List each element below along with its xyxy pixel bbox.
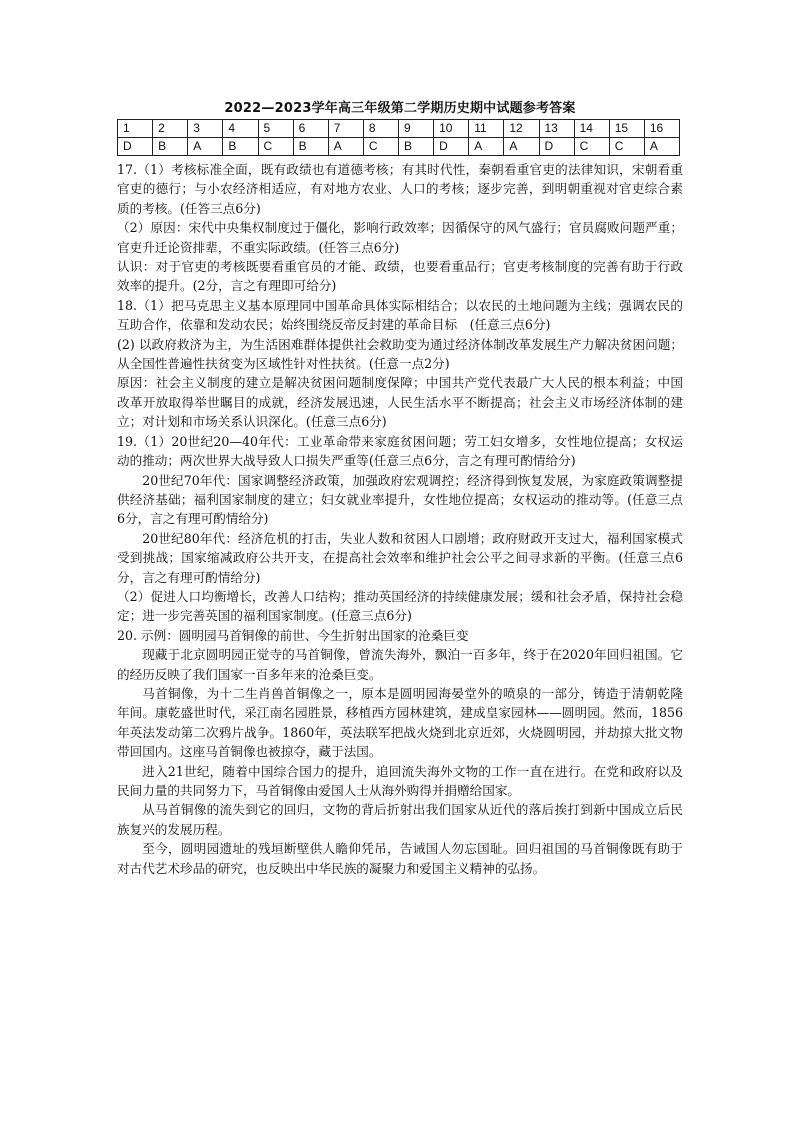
- q19-1970s: 20世纪70年代：国家调整经济政策，加强政府宏观调控；经济得到恢复发展，为家庭政策调整提供经济基础；福利国家制度的建立；妇女就业率提升，女性地位提高；女权运动的推动等。(任意三点6分，言之有理可酌情给分): [117, 472, 683, 527]
- answer-letter: A: [644, 138, 679, 156]
- answer-letter: B: [223, 138, 258, 156]
- answer-body: [117, 160, 683, 878]
- answer-number: 8: [363, 120, 398, 138]
- answer-letter: A: [504, 138, 539, 156]
- q17-part1: 17.（1）考核标准全面，既有政绩也有道德考核；有其时代性，秦朝看重官吏的法律知识，宋朝看重官吏的德行；与小农经济相适应，有对地方农业、人口的考核；逐步完善，到明朝重视对官吏综合素质的考核。(任答三点6分): [117, 162, 683, 216]
- answer-number: 4: [223, 120, 258, 138]
- answer-table: [117, 119, 680, 156]
- q19-part2: （2）促进人口均衡增长，改善人口结构；推动英国经济的持续健康发展；缓和社会矛盾，保持社会稳定；进一步完善英国的福利国家制度。(任意三点6分): [117, 588, 683, 624]
- answer-number: 10: [434, 120, 469, 138]
- answer-letter: A: [188, 138, 223, 156]
- answer-letter: A: [328, 138, 363, 156]
- q20-paragraph: 马首铜像，为十二生肖兽首铜像之一，原本是圆明园海晏堂外的喷泉的一部分，铸造于清朝乾隆年间。康乾盛世时代，采江南名园胜景，移植西方园林建筑，建成皇家园林——圆明园。然而，1856年英法发动第二次鸦片战争。1860年，英法联军把战火烧到北京近郊，火烧圆明园，并劫掠大批文物带回国内。这座马首铜像也被掠夺，藏于法国。: [117, 685, 683, 760]
- answer-number: 5: [258, 120, 293, 138]
- answer-letters-row: [118, 138, 680, 156]
- q20-heading: 20. 示例：圆明园马首铜像的前世、今生折射出国家的沧桑巨变: [117, 627, 469, 643]
- q18-part1: 18.（1）把马克思主义基本原理同中国革命具体实际相结合；以农民的土地问题为主线；强调农民的互助合作，依靠和发动农民；始终围绕反帝反封建的革命目标 (任意三点6分): [117, 297, 683, 333]
- answer-number: 3: [188, 120, 223, 138]
- q20-paragraph: 至今，圆明园遗址的残垣断壁供人瞻仰凭吊，告诫国人勿忘国耻。回归祖国的马首铜像既有助于对古代艺术珍品的研究，也反映出中华民族的凝聚力和爱国主义精神的弘扬。: [117, 841, 683, 876]
- answer-letter: D: [434, 138, 469, 156]
- q17-part2: （2）原因：宋代中央集权制度过于僵化，影响行政效率；因循保守的风气盛行；官员腐败问题严重；官吏升迁论资排辈，不重实际政绩。(任答三点6分): [117, 220, 683, 255]
- answer-letter: B: [153, 138, 188, 156]
- answer-document: [117, 97, 683, 878]
- answer-number: 14: [574, 120, 609, 138]
- q19-1980s: 20世纪80年代：经济危机的打击，失业人数和贫困人口剧增；政府财政开支过大，福利国家模式受到挑战；国家缩减政府公共开支，在提高社会效率和维护社会公平之间寻求新的平衡。(任意三点6分，言之有理可酌情给分): [117, 530, 683, 585]
- answer-letter: C: [363, 138, 398, 156]
- answer-letter: C: [574, 138, 609, 156]
- q18-reasons: 原因：社会主义制度的建立是解决贫困问题制度保障；中国共产党代表最广大人民的根本利益；中国改革开放取得举世瞩目的成就，经济发展迅速，人民生活水平不断提高；社会主义市场经济体制的建立；对计划和市场关系认识深化。(任意三点6分): [117, 375, 683, 430]
- answer-number: 15: [609, 120, 644, 138]
- answer-letter: D: [539, 138, 574, 156]
- q20-paragraph: 从马首铜像的流失到它的回归，文物的背后折射出我们国家从近代的落后挨打到新中国成立后民族复兴的发展历程。: [117, 802, 683, 837]
- answer-letter: C: [258, 138, 293, 156]
- answer-number: 9: [399, 120, 434, 138]
- q17-insight: 认识：对于官吏的考核既要看重官员的才能、政绩，也要看重品行；官吏考核制度的完善有助于行政效率的提升。(2分，言之有理即可给分): [117, 259, 683, 294]
- answer-number: 1: [118, 120, 153, 138]
- q18-part2: (2) 以政府救济为主，为生活困难群体提供社会救助变为通过经济体制改革发展生产力解决贫困问题；从全国性普遍性扶贫变为区域性针对性扶贫。(任意一点2分): [117, 336, 683, 372]
- answer-number: 11: [469, 120, 504, 138]
- q19-part1: 19.（1）20世纪20—40年代：工业革命带来家庭贫困问题；劳工妇女增多，女性地位提高；女权运动的推动；两次世界大战导致人口损失严重等(任意三点6分，言之有理可酌情给分): [117, 433, 683, 469]
- answer-letter: B: [399, 138, 434, 156]
- answer-letter: C: [609, 138, 644, 156]
- answer-numbers-row: [118, 120, 680, 138]
- answer-letter: D: [118, 138, 153, 156]
- page-title: 2022—2023学年高三年级第二学期历史期中试题参考答案: [224, 101, 576, 116]
- answer-letter: A: [469, 138, 504, 156]
- answer-letter: B: [293, 138, 328, 156]
- answer-number: 6: [293, 120, 328, 138]
- answer-number: 2: [153, 120, 188, 138]
- answer-number: 12: [504, 120, 539, 138]
- q20-paragraph: 进入21世纪，随着中国综合国力的提升，追回流失海外文物的工作一直在进行。在党和政府以及民间力量的共同努力下，马首铜像由爱国人士从海外购得并捐赠给国家。: [117, 763, 683, 798]
- answer-number: 16: [644, 120, 679, 138]
- answer-number: 13: [539, 120, 574, 138]
- answer-number: 7: [328, 120, 363, 138]
- q20-paragraph: 现藏于北京圆明园正觉寺的马首铜像，曾流失海外，飘泊一百多年，终于在2020年回归祖国。它的经历反映了我们国家一百多年来的沧桑巨变。: [117, 647, 683, 682]
